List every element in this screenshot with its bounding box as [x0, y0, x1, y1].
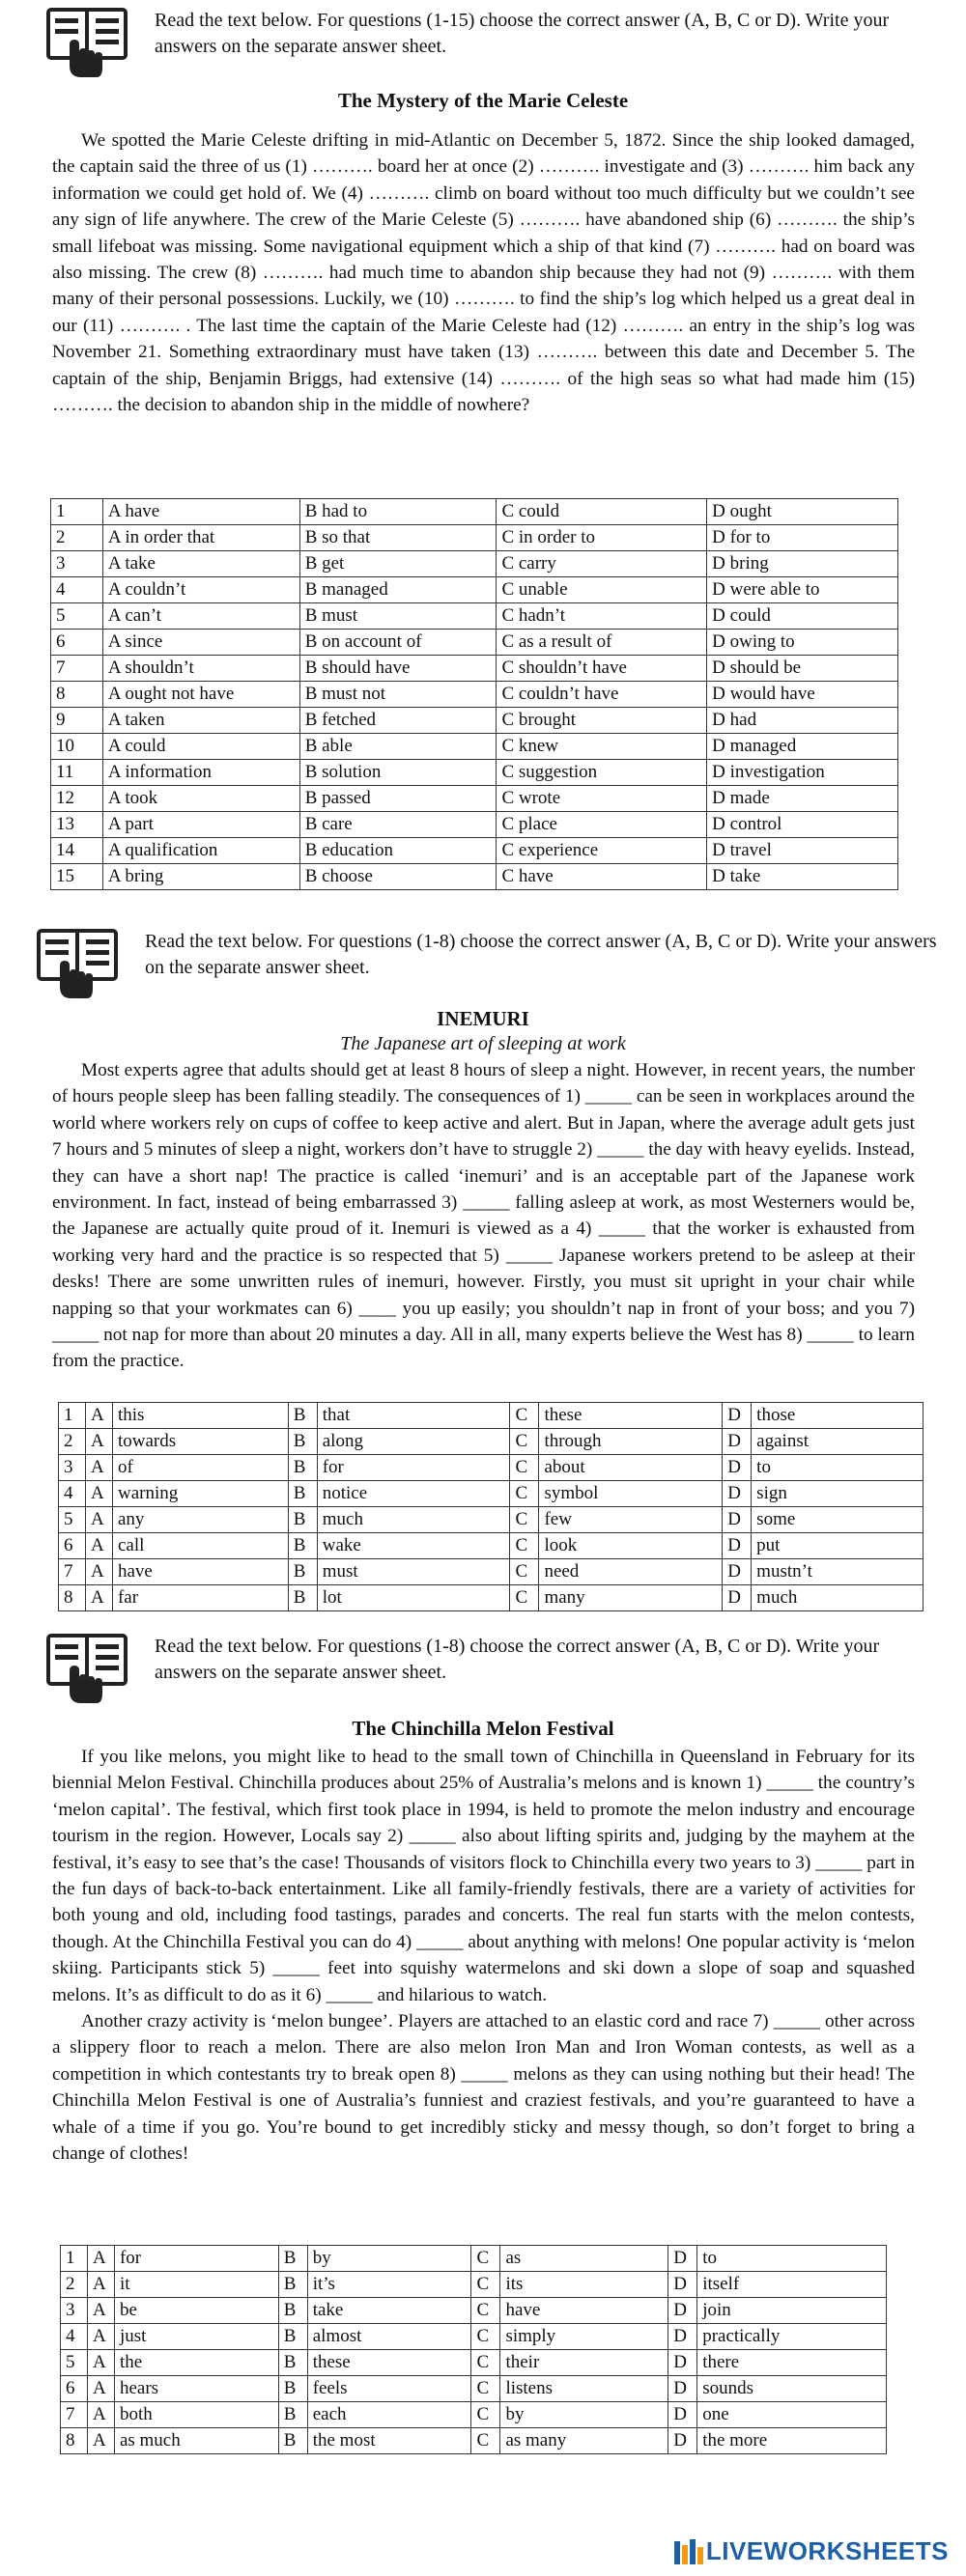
option-cell: D	[668, 2298, 697, 2324]
option-cell: D had	[707, 708, 898, 734]
instruction-block-1	[46, 8, 927, 79]
option-cell: join	[697, 2298, 887, 2324]
option-cell: B get	[299, 551, 497, 577]
option-cell: lot	[317, 1585, 510, 1611]
option-cell: warning	[112, 1481, 288, 1507]
passage-inemuri	[52, 1057, 915, 1375]
instruction-block-3	[46, 1634, 933, 1705]
option-cell: A	[85, 1585, 112, 1611]
option-cell: D control	[707, 812, 898, 838]
option-cell: D	[723, 1455, 752, 1481]
option-cell: D	[668, 2402, 697, 2428]
option-cell: A	[85, 1507, 112, 1533]
option-cell: itself	[697, 2272, 887, 2298]
instruction-block-2	[37, 929, 937, 1000]
question-number-cell: 2	[51, 525, 103, 551]
option-row	[51, 786, 898, 812]
title-chinchilla-melon-festival: The Chinchilla Melon Festival	[352, 1717, 614, 1740]
option-cell: about	[539, 1455, 723, 1481]
option-cell: B so that	[299, 525, 497, 551]
option-cell: A	[87, 2324, 114, 2350]
option-cell: C	[471, 2402, 500, 2428]
question-number-cell: 14	[51, 838, 103, 864]
option-cell: be	[114, 2298, 278, 2324]
question-number-cell: 6	[51, 630, 103, 656]
option-cell: A bring	[102, 864, 299, 890]
option-cell: B should have	[299, 656, 497, 682]
liveworksheets-logo-text: LIVEWORKSHEETS	[705, 2536, 949, 2565]
options-table-marie-celeste	[50, 498, 898, 890]
option-cell: much	[317, 1507, 510, 1533]
option-cell: D	[668, 2324, 697, 2350]
question-number-cell: 6	[59, 1533, 86, 1559]
option-cell: many	[539, 1585, 723, 1611]
question-number-cell: 6	[61, 2376, 88, 2402]
option-cell: A can’t	[102, 603, 299, 630]
option-cell: A	[85, 1559, 112, 1585]
option-cell: C in order to	[497, 525, 707, 551]
option-cell: B	[288, 1429, 317, 1455]
option-cell: A qualification	[102, 838, 299, 864]
option-cell: C	[510, 1429, 539, 1455]
question-number-cell: 8	[51, 682, 103, 708]
option-cell: B choose	[299, 864, 497, 890]
option-cell: B	[278, 2428, 307, 2454]
option-cell: D travel	[707, 838, 898, 864]
option-cell: A in order that	[102, 525, 299, 551]
option-cell: C	[510, 1481, 539, 1507]
option-cell: just	[114, 2324, 278, 2350]
option-cell: A	[87, 2402, 114, 2428]
option-cell: the most	[307, 2428, 471, 2454]
question-number-cell: 5	[61, 2350, 88, 2376]
subtitle-inemuri: The Japanese art of sleeping at work	[340, 1033, 626, 1054]
option-cell: A took	[102, 786, 299, 812]
passage-chinchilla	[52, 1744, 915, 2168]
option-cell: B education	[299, 838, 497, 864]
option-cell: A	[85, 1481, 112, 1507]
option-cell: C	[510, 1455, 539, 1481]
question-number-cell: 2	[61, 2272, 88, 2298]
option-cell: B on account of	[299, 630, 497, 656]
option-row	[61, 2428, 887, 2454]
question-number-cell: 3	[59, 1455, 86, 1481]
option-cell: D	[723, 1533, 752, 1559]
option-cell: any	[112, 1507, 288, 1533]
option-row	[59, 1533, 923, 1559]
option-cell: to	[752, 1455, 923, 1481]
option-cell: the more	[697, 2428, 887, 2454]
option-cell: the	[114, 2350, 278, 2376]
option-cell: B must not	[299, 682, 497, 708]
question-number-cell: 5	[51, 603, 103, 630]
title-marie-celeste: The Mystery of the Marie Celeste	[337, 89, 629, 112]
question-number-cell: 7	[59, 1559, 86, 1585]
option-cell: D	[723, 1559, 752, 1585]
option-row	[61, 2246, 887, 2272]
option-cell: B	[288, 1507, 317, 1533]
option-cell: there	[697, 2350, 887, 2376]
option-row	[51, 656, 898, 682]
option-cell: these	[307, 2350, 471, 2376]
option-cell: call	[112, 1533, 288, 1559]
instruction-text-1: Read the text below. For questions (1-15) choose the correct answer (A, B, C or D). Write your answers on the separate answer sheet.	[155, 10, 890, 57]
option-cell: as many	[500, 2428, 668, 2454]
option-cell: symbol	[539, 1481, 723, 1507]
option-cell: B	[278, 2272, 307, 2298]
question-number-cell: 1	[61, 2246, 88, 2272]
option-cell: by	[307, 2246, 471, 2272]
option-cell: B	[288, 1403, 317, 1429]
option-cell: B	[278, 2246, 307, 2272]
option-cell: C	[510, 1585, 539, 1611]
option-cell: have	[500, 2298, 668, 2324]
question-number-cell: 9	[51, 708, 103, 734]
option-row	[59, 1481, 923, 1507]
option-cell: C	[471, 2246, 500, 2272]
question-number-cell: 8	[59, 1585, 86, 1611]
option-row	[61, 2272, 887, 2298]
option-cell: against	[752, 1429, 923, 1455]
options-table-inemuri	[58, 1402, 923, 1611]
option-cell: A couldn’t	[102, 577, 299, 603]
option-row	[51, 708, 898, 734]
option-cell: D bring	[707, 551, 898, 577]
option-cell: C carry	[497, 551, 707, 577]
option-cell: D could	[707, 603, 898, 630]
option-cell: A	[87, 2376, 114, 2402]
option-cell: D	[668, 2350, 697, 2376]
instruction-text-2: Read the text below. For questions (1-8) choose the correct answer (A, B, C or D). Write your answers on the separate answer sheet.	[145, 931, 937, 978]
option-row	[59, 1559, 923, 1585]
option-row	[51, 734, 898, 760]
option-cell: C	[471, 2324, 500, 2350]
option-cell: A	[87, 2298, 114, 2324]
option-cell: both	[114, 2402, 278, 2428]
option-cell: A information	[102, 760, 299, 786]
liveworksheets-logo	[673, 2536, 949, 2566]
option-cell: C couldn’t have	[497, 682, 707, 708]
option-cell: need	[539, 1559, 723, 1585]
question-number-cell: 4	[59, 1481, 86, 1507]
option-cell: mustn’t	[752, 1559, 923, 1585]
option-cell: D owing to	[707, 630, 898, 656]
option-cell: sign	[752, 1481, 923, 1507]
option-cell: D investigation	[707, 760, 898, 786]
option-cell: much	[752, 1585, 923, 1611]
option-row	[51, 760, 898, 786]
question-number-cell: 7	[51, 656, 103, 682]
passage-paragraph: Another crazy activity is ‘melon bungee’. Players are attached to an elastic cord and race 7) _____ other across a slippery floor to reach a melon. There are also melon Iron Man and Iron Woman contests, as well as a competition in which contestants try to break open 8) _____ melons as they can using nothing but their head! The Chinchilla Melon Festival is one of Australia’s funniest and craziest festivals, and you’re guaranteed to have a whale of a time if you go. You’re bound to get incredibly sticky and messy though, so don’t forget to bring a change of clothes!	[52, 2011, 915, 2165]
option-cell: B	[278, 2298, 307, 2324]
option-cell: B	[278, 2324, 307, 2350]
option-cell: B solution	[299, 760, 497, 786]
option-cell: take	[307, 2298, 471, 2324]
option-cell: notice	[317, 1481, 510, 1507]
option-cell: B care	[299, 812, 497, 838]
question-number-cell: 4	[51, 577, 103, 603]
option-cell: C suggestion	[497, 760, 707, 786]
option-cell: wake	[317, 1533, 510, 1559]
question-number-cell: 5	[59, 1507, 86, 1533]
option-cell: C as a result of	[497, 630, 707, 656]
option-row	[61, 2350, 887, 2376]
option-cell: C hadn’t	[497, 603, 707, 630]
option-cell: far	[112, 1585, 288, 1611]
passage-paragraph: Most experts agree that adults should get at least 8 hours of sleep a night. However, in recent years, the number of hours people sleep has been falling steadily. The consequences of 1) _____ can be seen in workplaces around the world where workers rely on cups of coffee to keep active and alert. But in Japan, where the average adult gets just 7 hours and 5 minutes of sleep a night, workers don’t have to struggle 2) _____ the day with heavy eyelids. Instead, they can have a short nap! The practice is called ‘inemuri’ and is an acceptable part of the Japanese work environment. In fact, instead of being embarrassed 3) _____ falling asleep at work, as most Westerners would be, the Japanese are actually quite proud of it. Inemuri is viewed as a 4) _____ that the worker is exhausted from working very hard and the practice is so respected that 5) _____ Japanese workers pretend to be asleep at their desks! There are some unwritten rules of inemuri, however. Firstly, you must sit upright in your chair while napping so that your workmates can 6) ____ you up easily; you shouldn’t nap in front of your boss; and you 7) _____ not nap for more than about 20 minutes a day. All in all, many experts believe the West has 8) _____ to learn from the practice.	[52, 1060, 915, 1372]
option-cell: D	[723, 1585, 752, 1611]
option-row	[51, 499, 898, 525]
option-cell: C	[510, 1559, 539, 1585]
option-cell: B	[278, 2376, 307, 2402]
question-number-cell: 10	[51, 734, 103, 760]
option-cell: towards	[112, 1429, 288, 1455]
reading-worksheet-icon	[37, 929, 124, 1000]
option-row	[51, 630, 898, 656]
option-cell: that	[317, 1403, 510, 1429]
question-number-cell: 13	[51, 812, 103, 838]
option-cell: almost	[307, 2324, 471, 2350]
option-cell: D for to	[707, 525, 898, 551]
option-row	[51, 551, 898, 577]
option-cell: through	[539, 1429, 723, 1455]
option-cell: B must	[299, 603, 497, 630]
question-number-cell: 12	[51, 786, 103, 812]
option-cell: A	[85, 1403, 112, 1429]
option-row	[51, 525, 898, 551]
option-cell: B managed	[299, 577, 497, 603]
option-cell: as much	[114, 2428, 278, 2454]
option-cell: D	[668, 2428, 697, 2454]
option-cell: B fetched	[299, 708, 497, 734]
option-cell: C knew	[497, 734, 707, 760]
option-cell: C	[510, 1507, 539, 1533]
option-cell: C	[471, 2376, 500, 2402]
option-cell: one	[697, 2402, 887, 2428]
option-cell: D ought	[707, 499, 898, 525]
option-cell: by	[500, 2402, 668, 2428]
option-row	[61, 2402, 887, 2428]
option-cell: these	[539, 1403, 723, 1429]
option-cell: A	[85, 1533, 112, 1559]
option-cell: A have	[102, 499, 299, 525]
option-cell: A could	[102, 734, 299, 760]
option-row	[51, 682, 898, 708]
option-cell: B	[278, 2350, 307, 2376]
option-cell: D	[723, 1429, 752, 1455]
option-cell: D made	[707, 786, 898, 812]
option-cell: A ought not have	[102, 682, 299, 708]
option-cell: along	[317, 1429, 510, 1455]
passage-marie-celeste	[52, 127, 915, 418]
option-cell: look	[539, 1533, 723, 1559]
question-number-cell: 8	[61, 2428, 88, 2454]
option-row	[51, 603, 898, 630]
option-cell: C experience	[497, 838, 707, 864]
option-cell: C unable	[497, 577, 707, 603]
option-cell: C shouldn’t have	[497, 656, 707, 682]
option-cell: their	[500, 2350, 668, 2376]
option-row	[59, 1507, 923, 1533]
question-number-cell: 1	[51, 499, 103, 525]
option-cell: A	[87, 2428, 114, 2454]
option-cell: D	[668, 2376, 697, 2402]
option-cell: each	[307, 2402, 471, 2428]
instruction-text-3: Read the text below. For questions (1-8) choose the correct answer (A, B, C or D). Write your answers on the separate answer sheet.	[155, 1636, 880, 1683]
reading-worksheet-icon	[46, 8, 133, 79]
option-cell: A taken	[102, 708, 299, 734]
option-row	[61, 2298, 887, 2324]
option-cell: B	[288, 1585, 317, 1611]
option-row	[51, 838, 898, 864]
option-cell: B	[288, 1455, 317, 1481]
option-cell: D managed	[707, 734, 898, 760]
option-cell: to	[697, 2246, 887, 2272]
passage-paragraph: If you like melons, you might like to head to the small town of Chinchilla in Queensland in February for its biennial Melon Festival. Chinchilla produces about 25% of Australia’s melons and is known 1) _____ the country’s ‘melon capital’. The festival, which first took place in 1994, is held to promote the melon industry and encourage tourism in the region. However, Locals say 2) _____ also about lifting spirits and, judging by the mayhem at the festival, it’s easy to see that’s the case! Thousands of visitors flock to Chinchilla every two years to 3) _____ part in the fun days of back-to-back entertainment. Like all family-friendly festivals, there are a variety of activities for both young and old, including food tastings, parades and concerts. The real fun starts with the melon contests, though. At the Chinchilla Festival you can do 4) _____ about anything with melons! One popular activity is ‘melon skiing. Participants stick 5) _____ feet into squishy watermelons and ski down a slope of soap and squashed melons. It’s as difficult to do as it 6) _____ and hilarious to watch.	[52, 1747, 915, 2005]
option-cell: its	[500, 2272, 668, 2298]
option-cell: C	[471, 2350, 500, 2376]
option-cell: put	[752, 1533, 923, 1559]
option-cell: D were able to	[707, 577, 898, 603]
option-row	[51, 864, 898, 890]
option-cell: D should be	[707, 656, 898, 682]
option-cell: for	[114, 2246, 278, 2272]
option-row	[59, 1585, 923, 1611]
option-cell: have	[112, 1559, 288, 1585]
option-row	[51, 577, 898, 603]
option-cell: sounds	[697, 2376, 887, 2402]
question-number-cell: 15	[51, 864, 103, 890]
option-cell: A part	[102, 812, 299, 838]
question-number-cell: 7	[61, 2402, 88, 2428]
options-table-chinchilla	[60, 2245, 887, 2454]
option-cell: C	[471, 2428, 500, 2454]
option-cell: A since	[102, 630, 299, 656]
question-number-cell: 1	[59, 1403, 86, 1429]
option-cell: C	[510, 1403, 539, 1429]
option-cell: feels	[307, 2376, 471, 2402]
option-cell: B passed	[299, 786, 497, 812]
option-cell: B	[288, 1559, 317, 1585]
liveworksheets-logo-icon	[673, 2537, 706, 2566]
option-cell: listens	[500, 2376, 668, 2402]
passage-paragraph: We spotted the Marie Celeste drifting in mid-Atlantic on December 5, 1872. Since the ship looked damaged, the captain said the three of us (1) ………. board her at once (2) ………. investigate and (3) ………. him back any information we could get hold of. We (4) ………. climb on board without too much difficulty but we couldn’t see any sign of life anywhere. The crew of the Marie Celeste (5) ………. have abandoned ship (6) ………. the ship’s small lifeboat was missing. Some navigational equipment which a ship of that kind (7) ………. had on board was also missing. The crew (8) ………. had much time to abandon ship because they had not (9) ………. with them many of their personal possessions. Luckily, we (10) ………. to find the ship’s log which helped us a great deal in our (11) ………. . The last time the captain of the Marie Celeste had (12) ………. an entry in the ship’s log was November 21. Something extraordinary must have taken (13) ………. between this date and December 5. The captain of the ship, Benjamin Briggs, had extensive (14) ………. of the high seas so what had made him (15) ………. the decision to abandon ship in the middle of nowhere?	[52, 130, 915, 416]
reading-worksheet-icon	[46, 1634, 133, 1705]
option-cell: A shouldn’t	[102, 656, 299, 682]
option-cell: A	[85, 1429, 112, 1455]
option-cell: of	[112, 1455, 288, 1481]
option-cell: A	[87, 2246, 114, 2272]
option-cell: must	[317, 1559, 510, 1585]
option-cell: it’s	[307, 2272, 471, 2298]
option-cell: it	[114, 2272, 278, 2298]
option-cell: D	[668, 2246, 697, 2272]
option-row	[51, 812, 898, 838]
option-cell: C	[510, 1533, 539, 1559]
option-cell: D	[723, 1481, 752, 1507]
option-cell: few	[539, 1507, 723, 1533]
option-cell: B had to	[299, 499, 497, 525]
option-cell: practically	[697, 2324, 887, 2350]
option-cell: D	[723, 1507, 752, 1533]
option-cell: B	[278, 2402, 307, 2428]
option-cell: as	[500, 2246, 668, 2272]
option-cell: B	[288, 1481, 317, 1507]
title-inemuri: INEMURI	[437, 1007, 529, 1030]
option-row	[61, 2376, 887, 2402]
option-cell: for	[317, 1455, 510, 1481]
option-cell: C have	[497, 864, 707, 890]
option-cell: C	[471, 2298, 500, 2324]
option-row	[61, 2324, 887, 2350]
option-cell: those	[752, 1403, 923, 1429]
option-cell: some	[752, 1507, 923, 1533]
question-number-cell: 2	[59, 1429, 86, 1455]
option-row	[59, 1455, 923, 1481]
option-cell: A take	[102, 551, 299, 577]
option-cell: C	[471, 2272, 500, 2298]
question-number-cell: 3	[51, 551, 103, 577]
option-cell: A	[85, 1455, 112, 1481]
option-cell: simply	[500, 2324, 668, 2350]
question-number-cell: 3	[61, 2298, 88, 2324]
option-row	[59, 1429, 923, 1455]
option-cell: this	[112, 1403, 288, 1429]
option-cell: B	[288, 1533, 317, 1559]
option-cell: A	[87, 2272, 114, 2298]
option-cell: C could	[497, 499, 707, 525]
question-number-cell: 11	[51, 760, 103, 786]
option-cell: C brought	[497, 708, 707, 734]
option-cell: D would have	[707, 682, 898, 708]
option-cell: D	[668, 2272, 697, 2298]
option-cell: hears	[114, 2376, 278, 2402]
question-number-cell: 4	[61, 2324, 88, 2350]
option-cell: D	[723, 1403, 752, 1429]
option-cell: C place	[497, 812, 707, 838]
option-cell: B able	[299, 734, 497, 760]
option-row	[59, 1403, 923, 1429]
option-cell: D take	[707, 864, 898, 890]
option-cell: C wrote	[497, 786, 707, 812]
option-cell: A	[87, 2350, 114, 2376]
